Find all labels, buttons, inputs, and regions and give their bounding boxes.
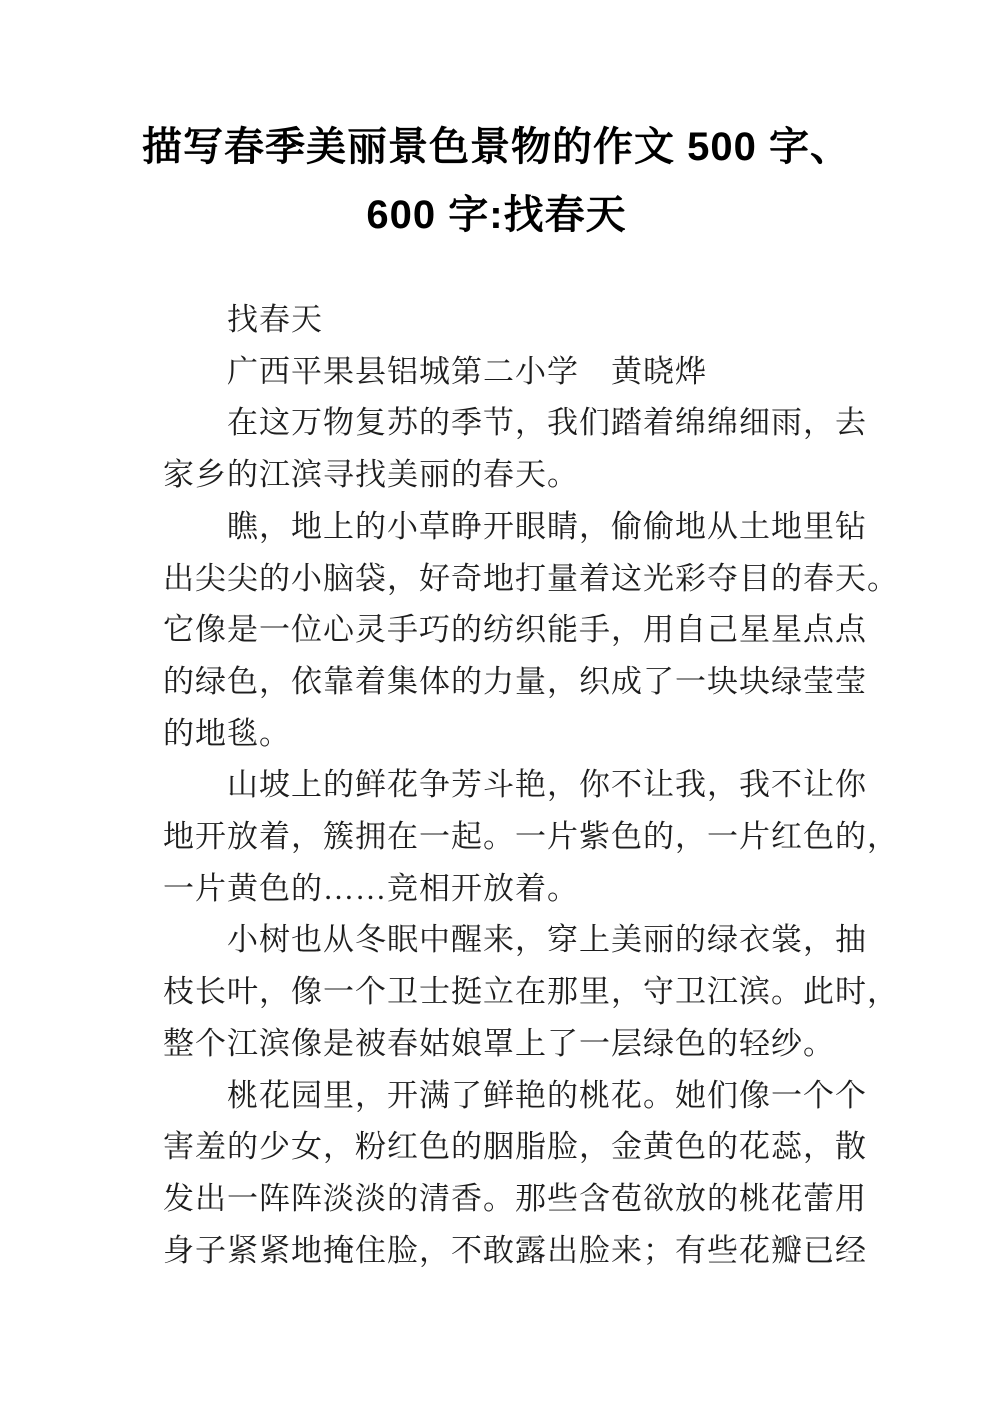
body-paragraph [163, 501, 899, 760]
text-line: 小树也从冬眠中醒来，穿上美丽的绿衣裳，抽 [163, 922, 867, 958]
text-line: 瞧，地上的小草睁开眼睛，偷偷地从土地里钻 [163, 508, 867, 544]
body-paragraph [163, 1070, 867, 1277]
document-title [60, 113, 933, 249]
body-paragraph [163, 759, 899, 914]
byline [163, 346, 853, 398]
essay-title [163, 294, 853, 346]
text-line: 山坡上的鲜花争芳斗艳，你不让我，我不让你 [163, 767, 867, 803]
text-line: 的地毯。 [163, 715, 291, 751]
text-line: 广西平果县铝城第二小学 黄晓烨 [163, 353, 707, 389]
text-line: 一片黄色的……竞相开放着。 [163, 870, 579, 906]
text-line: 找春天 [163, 302, 323, 337]
text-line: 害羞的少女，粉红色的胭脂脸，金黄色的花蕊，散 [163, 1129, 867, 1165]
text-line: 桃花园里，开满了鲜艳的桃花。她们像一个个 [163, 1077, 867, 1113]
document-body [163, 294, 899, 1276]
text-line: 发出一阵阵淡淡的清香。那些含苞欲放的桃花蕾用 [163, 1180, 867, 1216]
body-paragraph [163, 914, 899, 1069]
body-paragraph [163, 397, 867, 500]
text-line: 在这万物复苏的季节，我们踏着绵绵细雨，去 [163, 405, 867, 441]
text-line: 它像是一位心灵手巧的纺织能手，用自己星星点点 [163, 612, 867, 648]
text-line: 枝长叶，像一个卫士挺立在那里，守卫江滨。此时， [163, 974, 899, 1010]
text-line: 家乡的江滨寻找美丽的春天。 [163, 457, 579, 493]
text-line: 整个江滨像是被春姑娘罩上了一层绿色的轻纱。 [163, 1025, 835, 1061]
text-line: 身子紧紧地掩住脸，不敢露出脸来；有些花瓣已经 [163, 1232, 867, 1268]
title-line: 描写春季美丽景色景物的作文 500 字、 [142, 125, 851, 169]
title-line: 600 字:找春天 [366, 193, 627, 237]
text-line: 地开放着，簇拥在一起。一片紫色的，一片红色的， [163, 819, 899, 855]
text-line: 的绿色，依靠着集体的力量，织成了一块块绿莹莹 [163, 663, 867, 699]
text-line: 出尖尖的小脑袋，好奇地打量着这光彩夺目的春天。 [163, 560, 899, 596]
